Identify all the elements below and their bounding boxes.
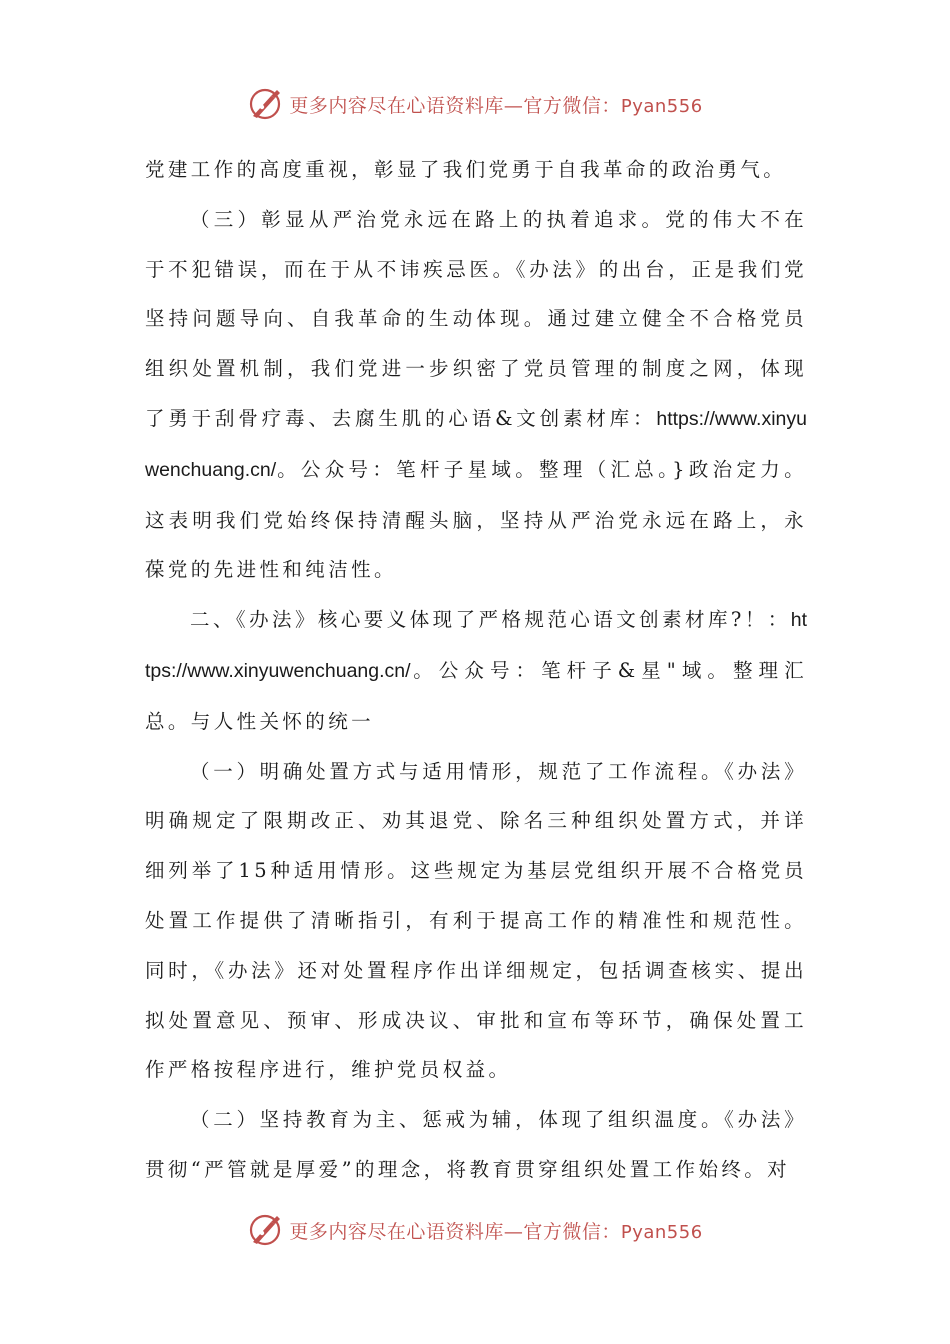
paragraph-1: 党建工作的高度重视，彰显了我们党勇于自我革命的政治勇气。 — [145, 158, 787, 181]
paragraph-4: （一）明确处置方式与适用情形，规范了工作流程。《办法》明确规定了限期改正、劝其退党、除名三种组织处置方式，并详细列举了15种适用情形。这些规定为基层党组织开展不合格党员处置工作提供了清晰指引，有利于提高工作的精准性和规范性。同时，《办法》还对处置程序作出详细规定，包括调查核实、提出拟处置意见、预审、形成决议、审批和宣布等环节，确保处置工作严格按程序进行，维护党员权益。 — [145, 759, 807, 1082]
paragraph-2: （三）彰显从严治党永远在路上的执着追求。党的伟大不在于不犯错误，而在于从不讳疾忌医。《办法》的出台，正是我们党坚持问题导向、自我革命的生动体现。通过建立健全不合格党员组织处置机制，我们党进一步织密了党员管理的制度之网，体现了勇于刮骨疗毒、去腐生肌的心语&文创素材库：https://www.xinyuwenchuang.cn/。公众号：笔杆子星域。整理（汇总。}政治定力。这表明我们党始终保持清醒头脑，坚持从严治党永远在路上，永葆党的先进性和纯洁性。 — [145, 207, 807, 582]
wechat-id: Pyan556 — [620, 1221, 703, 1243]
website-url: https://www.xinyuwenchuang.cn/ — [145, 407, 807, 481]
document-body — [145, 145, 807, 1195]
footer-watermark — [0, 1210, 950, 1250]
header-watermark — [0, 84, 950, 124]
pen-logo-icon — [247, 86, 283, 122]
wechat-id: Pyan556 — [620, 95, 703, 117]
watermark-text: 更多内容尽在心语资料库—官方微信：Pyan556 — [289, 94, 703, 117]
pen-logo-icon — [247, 1212, 283, 1248]
paragraph-5: （二）坚持教育为主、惩戒为辅，体现了组织温度。《办法》贯彻“严管就是厚爱”的理念，将教育贯穿组织处置工作始终。对 — [145, 1108, 807, 1181]
website-url: https://www.xinyuwenchuang.cn/ — [145, 609, 807, 682]
paragraph-3-heading: 二、《办法》核心要义体现了严格规范心语文创素材库?！：https://www.xinyuwenchuang.cn/。公众号：笔杆子&星"域。整理汇总。与人性关怀的统一 — [145, 608, 807, 733]
watermark-text: 更多内容尽在心语资料库—官方微信：Pyan556 — [289, 1220, 703, 1243]
